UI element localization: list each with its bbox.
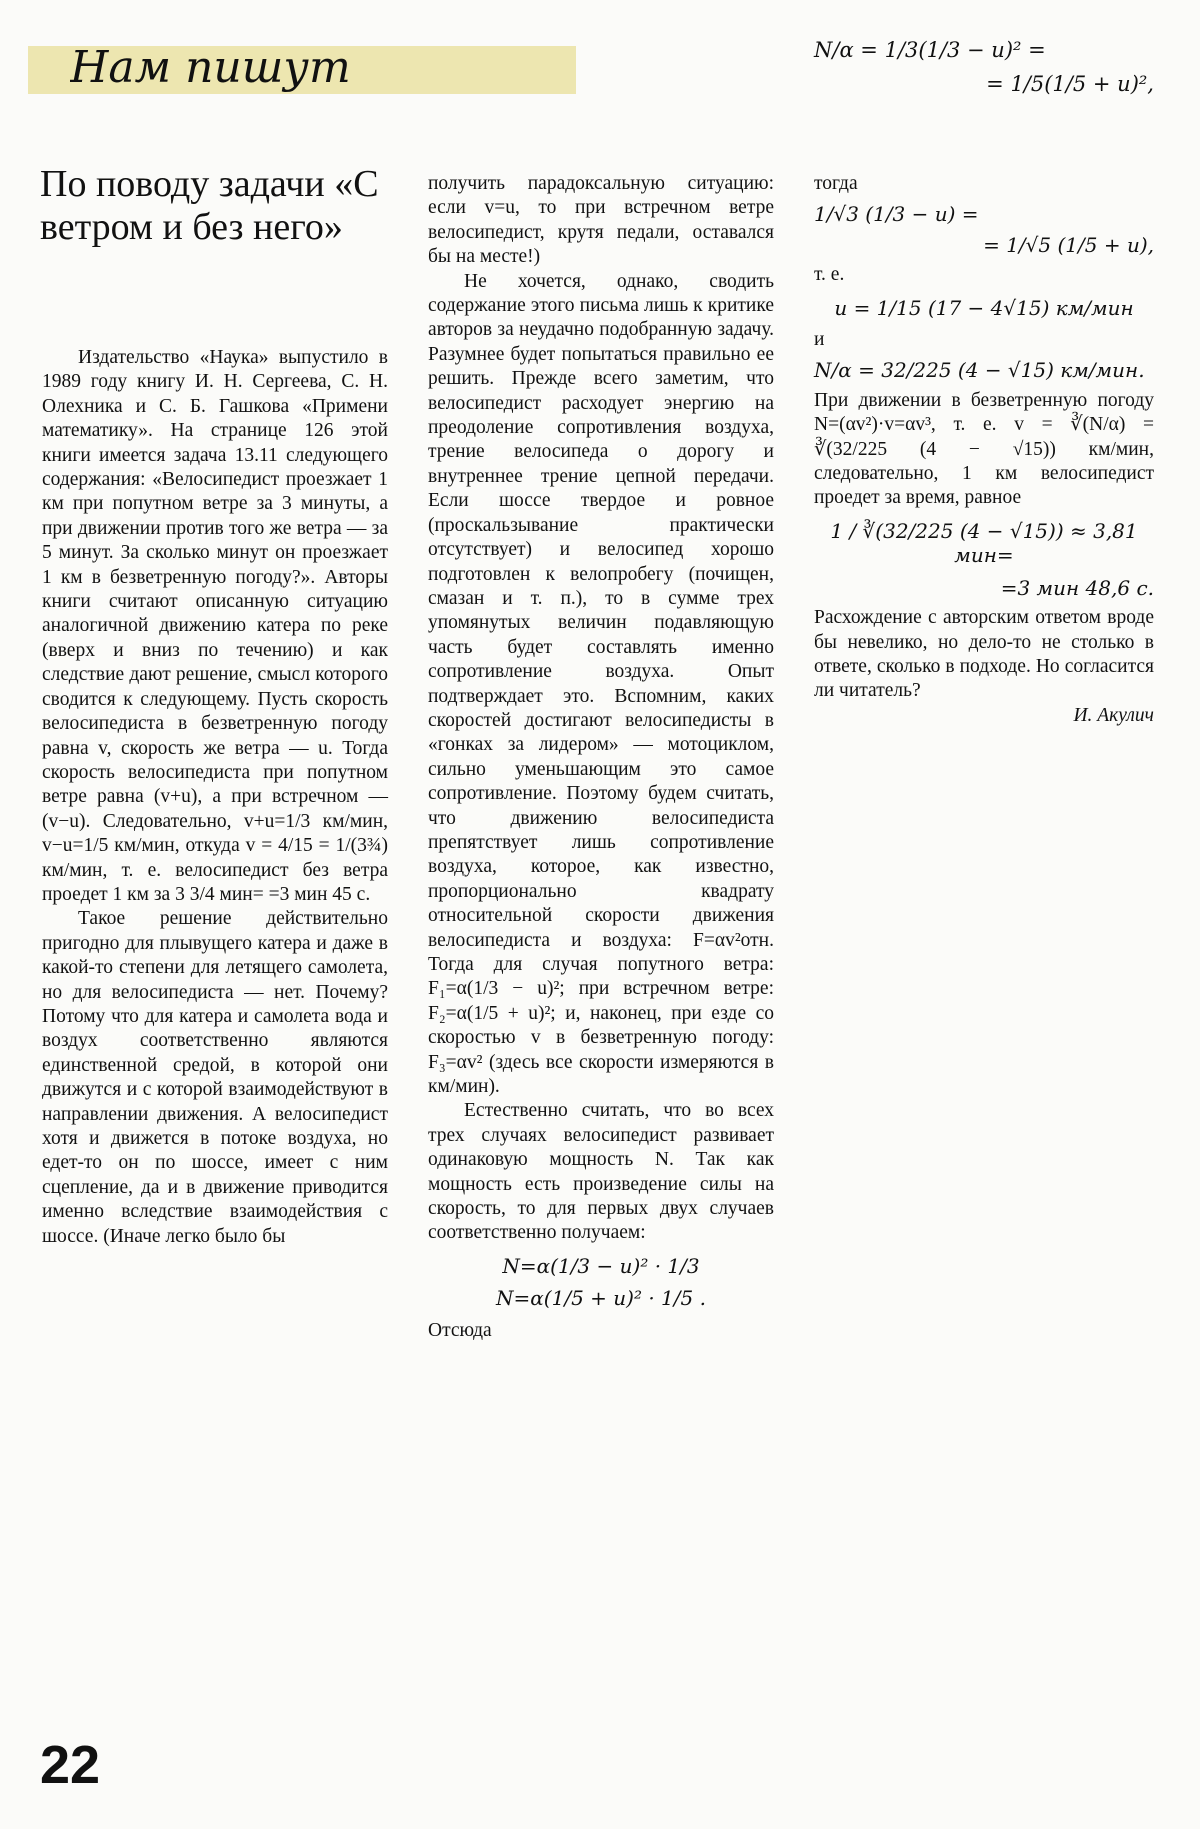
formula: N/α = 1/3(1/3 − u)² = [814, 38, 1046, 62]
formula: 1 / ∛(32/225 (4 − √15)) ≈ 3,81 мин= [830, 518, 1138, 568]
page-number: 22 [40, 1735, 101, 1795]
paragraph: Естественно считать, что во всех трех случаях велосипедист развивает одинаковую мощность N. Так как мощность есть произведение силы на скорость, то для первых двух случаев соответственно получаем: [428, 1100, 774, 1244]
formula: N/α = 32/225 (4 − √15) км/мин. [814, 358, 1145, 383]
paragraph: Отсюда [428, 1319, 492, 1341]
formula: N=α(1/5 + u)² · 1/5 . [496, 1286, 706, 1311]
formula: = 1/5(1/5 + u)², [986, 72, 1154, 96]
top-formula [814, 38, 1154, 106]
formula: u = 1/15 (17 − 4√15) км/мин [834, 295, 1134, 320]
formula: 1/√3 (1/3 − u) = [814, 202, 979, 227]
author-signature: И. Акулич [1073, 704, 1154, 726]
section-title-handwritten [70, 40, 370, 116]
formula: =3 мин 48,6 с. [1000, 575, 1154, 600]
article-title: По поводу задачи «С ветром и без него» [40, 163, 379, 248]
paragraph: и [814, 329, 825, 351]
column-1 [42, 346, 388, 1249]
paragraph: Расхождение с авторским ответом вроде бы невелико, но дело-то не столько в ответе, сколько в подходе. Но согласится ли читатель? [814, 607, 1154, 702]
paragraph: Не хочется, однако, сводить содержание этого письма лишь к критике авторов за неудачно подобранную задачу. Разумнее будет попытаться правильно ее решить. Прежде всего заметим, что велосипедист расходует энергию на преодоление сопротивления воздуха, трение велосипеда о дорогу и внутреннее трение цепной передачи. Если шоссе твердое и ровное (проскальзывание практически отсутствует) и велосипед хорошо подготовлен к велопробегу (почищен, смазан и т. п.), то в сумме трех упомянутых величин подавляющую часть будет составлять именно сопротивление воздуха. Опыт подтверждает это. Вспомним, каких скоростей достигают велосипедисты в «гонках за лидером» — мотоциклом, сильно уменьшающим это самое сопротивление. Поэтому будем считать, что движению велосипедиста препятствует лишь сопротивление воздуха, которое, как известно, пропорционально квадрату относительной скорости движения велосипедиста и воздуха: F=αv²отн. Тогда для случая попутного ветра: F₁=α(1/3 − u)²; при встречном ветре: F₂=α(1/5 + u)²; и, наконец, при езде со скоростью v в безветренную погоду: F₃=αv² (здесь все скорости измеряются в км/мин). [428, 270, 774, 1098]
formula: = 1/√5 (1/5 + u), [983, 232, 1154, 257]
paragraph: При движении в безветренную погоду N=(αv²)·v=αv³, т. е. v = ∛(N/α) = ∛(32/225 (4 − √15)) км/мин, следовательно, 1 км велосипедист проедет за время, равное [814, 389, 1154, 509]
paragraph: Такое решение действительно пригодно для плывущего катера и даже в какой-то степени для летящего самолета, но для велосипедиста — нет. Почему? Потому что для катера и самолета вода и воздух соответственно являются единственной средой, в которой они движутся и с которой взаимодействуют в направлении движения. А велосипедист хотя и движется в потоке воздуха, но едет-то он по шоссе, имеет с ним сцепление, да и в движение приводится именно вследствие взаимодействия с шоссе. (Иначе легко было бы [42, 908, 388, 1247]
paragraph: Издательство «Наука» выпустило в 1989 году книгу И. Н. Сергеева, С. Н. Олехника и С. Б. Гашкова «Примени математику». На странице 126 этой книги имеется задача 13.11 следующего содержания: «Велосипедист проезжает 1 км при попутном ветре за 3 минуты, а при движении против того же ветра — за 5 минут. За сколько минут он проезжает 1 км в безветренную погоду?». Авторы книги считают описанную ситуацию аналогичной движению катера по реке (вверх и вниз по течению) и как следствие дают решение, смысл которого сводится к следующему. Пусть скорость велосипедиста в безветренную погоду равна v, скорость же ветра — u. Тогда скорость велосипедиста при попутном ветре равна (v+u), а при встречном — (v−u). Следовательно, v+u=1/3 км/мин, v−u=1/5 км/мин, откуда v = 4/15 = 1/(3¾) км/мин, т. е. велосипедист без ветра проедет 1 км за 3 3/4 мин= =3 мин 45 с. [42, 347, 388, 905]
column-2 [428, 172, 774, 1343]
column-3 [814, 172, 1154, 728]
section-title-text: Нам пишут [70, 42, 351, 93]
formula: N=α(1/3 − u)² · 1/3 [502, 1253, 700, 1278]
paragraph: тогда [814, 173, 858, 194]
paragraph: т. е. [814, 264, 845, 286]
paragraph: получить парадоксальную ситуацию: если v=u, то при встречном ветре велосипедист, крутя педали, оставался бы на месте!) [428, 173, 774, 268]
